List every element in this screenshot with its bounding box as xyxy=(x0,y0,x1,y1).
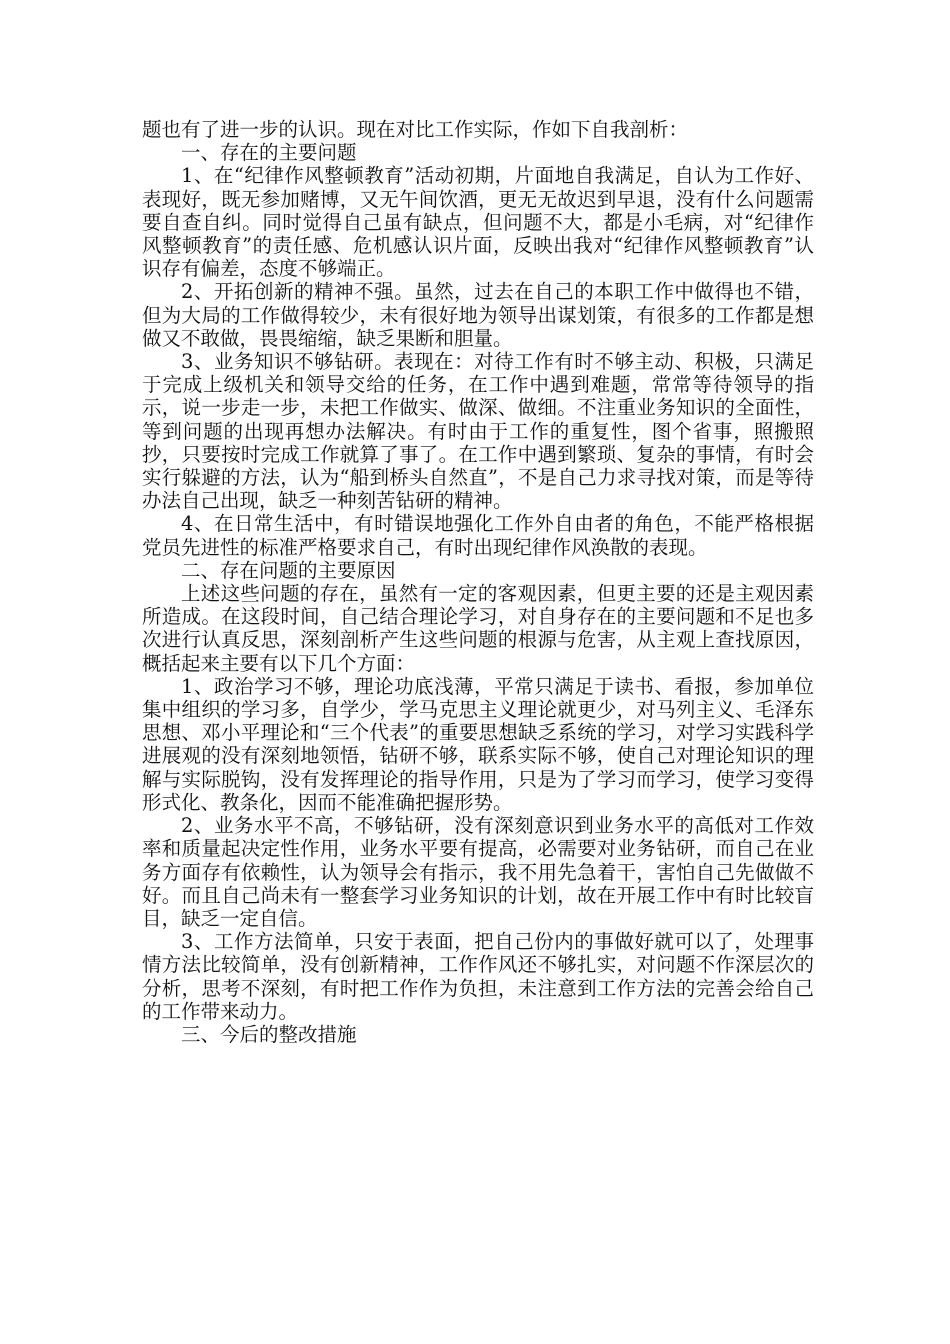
document-page xyxy=(142,118,814,1046)
paragraph-problem-3: 3、业务知识不够钻研。表现在：对待工作有时不够主动、积极，只满足于完成上级机关和领导交给的任务，在工作中遇到难题，常常等待领导的指示，说一步走一步，未把工作做实、做深、做细。不注重业务知识的全面性，等到问题的出现再想办法解决。有时由于工作的重复性，图个省事，照搬照抄，只要按时完成工作就算了事了。在工作中遇到繁琐、复杂的事情，有时会实行躲避的方法，认为“船到桥头自然直”，不是自己力求寻找对策，而是等待办法自己出现，缺乏一种刻苦钻研的精神。 xyxy=(142,350,814,513)
paragraph-cause-1: 1、政治学习不够，理论功底浅薄，平常只满足于读书、看报，参加单位集中组织的学习多，自学少，学马克思主义理论就更少，对马列主义、毛泽东思想、邓小平理论和“三个代表”的重要思想缺乏系统的学习，对学习实践科学进展观的没有深刻地领悟，钻研不够，联系实际不够，使自己对理论知识的理解与实际脱钩，没有发挥理论的指导作用，只是为了学习而学习，使学习变得形式化、教条化，因而不能准确把握形势。 xyxy=(142,674,814,814)
paragraph-cause-2: 2、业务水平不高，不够钻研，没有深刻意识到业务水平的高低对工作效率和质量起决定性作用，业务水平要有提高，必需要对业务钻研，而自己在业务方面存有依赖性，认为领导会有指示，我不用先急着干，害怕自己先做做不好。而且自己尚未有一整套学习业务知识的计划，故在开展工作中有时比较盲目，缺乏一定自信。 xyxy=(142,814,814,930)
paragraph-problem-2: 2、开拓创新的精神不强。虽然，过去在自己的本职工作中做得也不错，但为大局的工作做得较少，未有很好地为领导出谋划策，有很多的工作都是想做又不敢做，畏畏缩缩，缺乏果断和胆量。 xyxy=(142,280,814,350)
paragraph-causes-intro: 上述这些问题的存在，虽然有一定的客观因素，但更主要的还是主观因素所造成。在这段时间，自己结合理论学习，对自身存在的主要问题和不足也多次进行认真反思，深刻剖析产生这些问题的根源与危害，从主观上查找原因，概括起来主要有以下几个方面： xyxy=(142,582,814,675)
paragraph-problem-1: 1、在“纪律作风整顿教育”活动初期，片面地自我满足，自认为工作好、表现好，既无参加赌博，又无午间饮酒，更无无故迟到早退，没有什么问题需要自查自纠。同时觉得自己虽有缺点，但问题不大，都是小毛病，对“纪律作风整顿教育”的责任感、危机感认识片面，反映出我对“纪律作风整顿教育”认识存有偏差，态度不够端正。 xyxy=(142,164,814,281)
paragraph-problem-4: 4、在日常生活中，有时错误地强化工作外自由者的角色，不能严格根据党员先进性的标准严格要求自己，有时出现纪律作风涣散的表现。 xyxy=(142,512,814,559)
section-heading-causes: 二、存在问题的主要原因 xyxy=(181,558,396,582)
section-heading-main-problems: 一、存在的主要问题 xyxy=(181,141,357,165)
section-heading-rectification: 三、今后的整改措施 xyxy=(181,1022,357,1046)
paragraph-intro-continuation: 题也有了进一步的认识。现在对比工作实际，作如下自我剖析： xyxy=(142,118,689,141)
paragraph-cause-3: 3、工作方法简单，只安于表面，把自己份内的事做好就可以了，处理事情方法比较简单，没有创新精神，工作作风还不够扎实，对问题不作深层次的分析，思考不深刻，有时把工作作为负担，未注意到工作方法的完善会给自己的工作带来动力。 xyxy=(142,930,814,1023)
